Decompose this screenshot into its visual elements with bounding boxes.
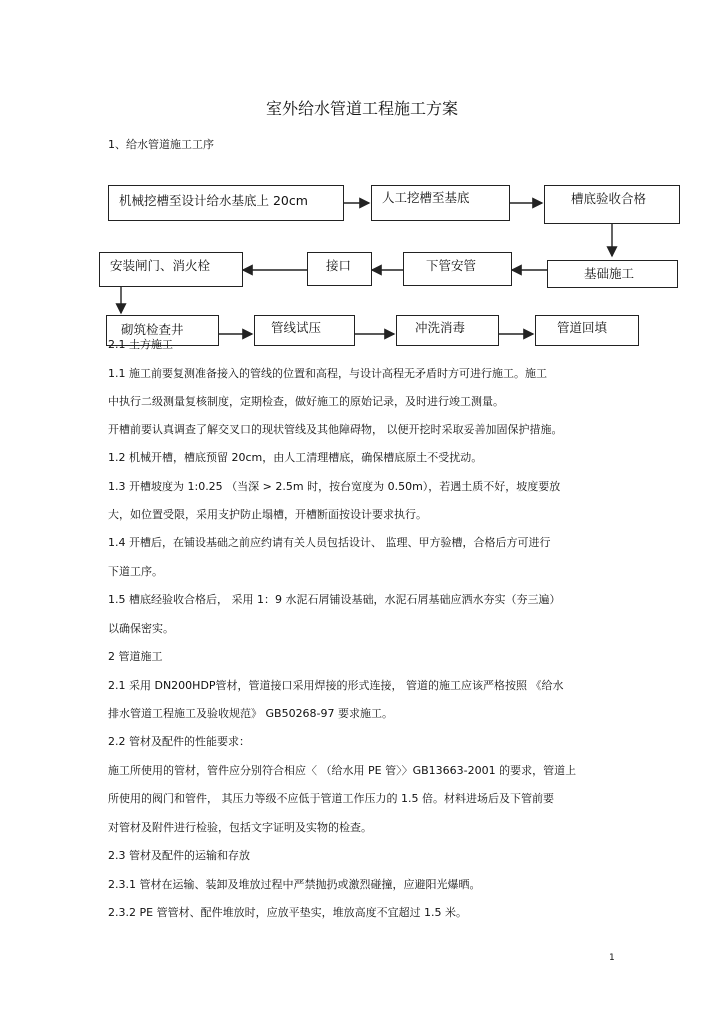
- flow-step-joint: 接口: [307, 252, 372, 286]
- body-line: 2.3.1 管材在运输、装卸及堆放过程中严禁抛扔或激烈碰撞，应避阳光爆晒。: [108, 878, 481, 891]
- section-heading: 2 管道施工: [108, 650, 163, 663]
- body-line: 1.1 施工前要复测准备接入的管线的位置和高程，与设计高程无矛盾时方可进行施工。施工: [108, 367, 547, 380]
- body-line: 2.1 土方施工: [108, 338, 173, 351]
- body-line: 1.3 开槽坡度为 1:0.25 （当深 > 2.5m 时，按台宽度为 0.50m），若遇土质不好，坡度要放: [108, 480, 561, 493]
- flow-step-flushing: 冲洗消毒: [396, 315, 499, 346]
- body-line: 排水管道工程施工及验收规范》 GB50268-97 要求施工。: [108, 707, 394, 720]
- section-heading: 1、给水管道施工工序: [108, 138, 214, 151]
- body-line: 2.2 管材及配件的性能要求：: [108, 735, 250, 748]
- body-line: 开槽前要认真调查了解交叉口的现状管线及其他障碍物， 以便开挖时采取妥善加固保护措施。: [108, 423, 563, 436]
- body-line: 对管材及附件进行检验，包括文字证明及实物的检查。: [108, 821, 372, 834]
- body-line: 施工所使用的管材，管件应分别符合相应〈 （给水用 PE 管〉〉GB13663-2001 的要求，管道上: [108, 764, 577, 777]
- page-number: 1: [609, 953, 615, 963]
- body-line: 所使用的阀门和管件， 其压力等级不应低于管道工作压力的 1.5 倍。材料进场后及下管前要: [108, 792, 554, 805]
- flow-step-foundation: 基础施工: [547, 260, 678, 288]
- flow-step-backfill: 管道回填: [535, 315, 639, 346]
- flow-step-install-valve: 安装闸门、消火栓: [99, 252, 243, 287]
- body-line: 2.1 采用 DN200HDP管材，管道接口采用焊接的形式连接， 管道的施工应该严格按照 《给水: [108, 679, 564, 692]
- flow-step-manual-dig: 人工挖槽至基底: [371, 185, 510, 221]
- flow-step-pressure-test: 管线试压: [254, 315, 355, 346]
- body-line: 中执行二级测量复核制度，定期检查，做好施工的原始记录，及时进行竣工测量。: [108, 395, 504, 408]
- body-line: 2.3.2 PE 管管材、配件堆放时，应放平垫实，堆放高度不宜超过 1.5 米。: [108, 906, 468, 919]
- flow-step-trench-accept: 槽底验收合格: [544, 185, 680, 224]
- flow-step-lay-pipe: 下管安管: [403, 252, 512, 286]
- body-line: 以确保密实。: [108, 622, 174, 635]
- body-line: 1.4 开槽后，在铺设基础之前应约请有关人员包括设计、 监理、甲方验槽，合格后方可进行: [108, 536, 551, 549]
- flow-step-excavation: 机械挖槽至设计给水基底上 20cm: [108, 185, 344, 221]
- body-line: 大，如位置受限，采用支护防止塌槽，开槽断面按设计要求执行。: [108, 508, 427, 521]
- body-line: 2.3 管材及配件的运输和存放: [108, 849, 250, 862]
- body-line: 1.2 机械开槽，槽底预留 20cm，由人工清理槽底，确保槽底原土不受扰动。: [108, 451, 483, 464]
- body-line: 1.5 槽底经验收合格后， 采用 1：9 水泥石屑铺设基础，水泥石屑基础应洒水夯实（夯三遍）: [108, 593, 561, 606]
- document-title: 室外给水管道工程施工方案: [265, 99, 458, 118]
- flow-step-manhole: 砌筑检查井: [106, 315, 219, 346]
- body-line: 下道工序。: [108, 565, 163, 578]
